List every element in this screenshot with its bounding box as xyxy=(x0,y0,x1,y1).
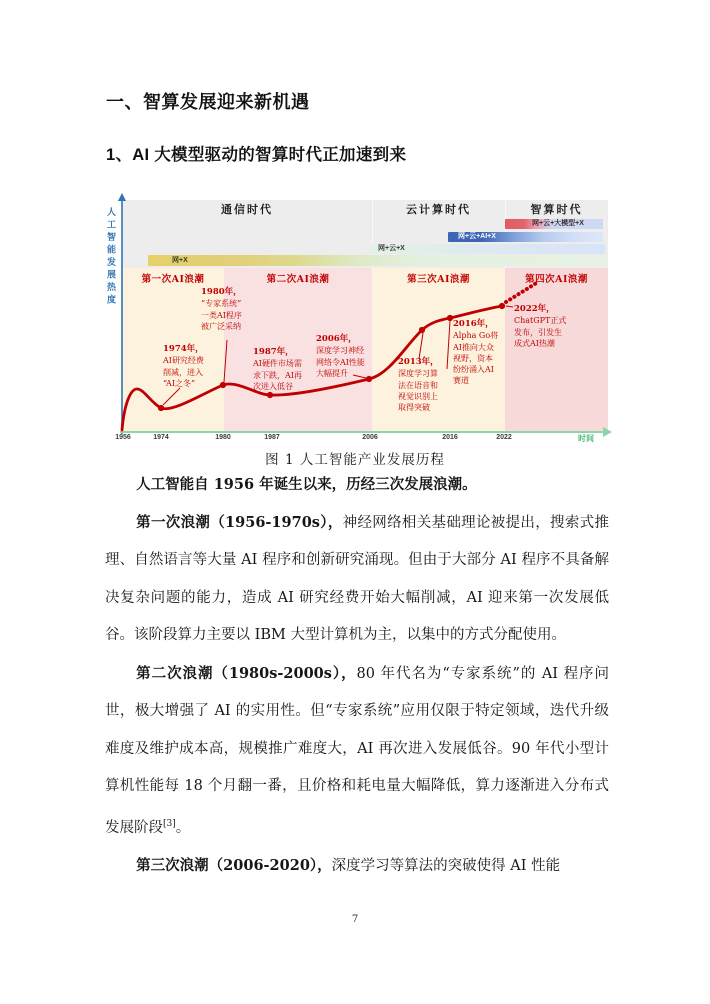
annotation-2013 xyxy=(398,357,439,413)
wave-label-4: 第四次AI浪潮 xyxy=(525,274,588,285)
annotation-connector xyxy=(163,388,180,405)
annotation-line: 一类AI程序 xyxy=(201,310,242,320)
annotation-line: 成式AI热潮 xyxy=(514,338,555,348)
paragraph-text: 神经网络相关基础理论被提出，搜索式推理、自然语言等大量 AI 程序和创新研究涌现。但由于大部分 AI 程序不具备解决复杂问题的能力，造成 AI 研究经费开始大幅削减，AI 迎来第一次发展低谷。该阶段算力主要以 IBM 大型计算机为主，以集中的方式分配使用。 xyxy=(105,514,609,643)
data-point xyxy=(267,392,273,398)
annotation-year: 2016年， xyxy=(453,319,494,329)
annotation-line: “专家系统” xyxy=(201,299,242,309)
x-tick-2006: 2006 xyxy=(362,434,378,441)
annotation-year: 1980年， xyxy=(201,287,242,297)
tech-bar-label: 网+云+大模型+X xyxy=(532,220,584,227)
data-point xyxy=(366,376,372,382)
wave-label-2: 第二次AI浪潮 xyxy=(266,274,330,285)
wave-label-3: 第三次AI浪潮 xyxy=(407,274,470,285)
annotation-line: 纷纷涌入AI xyxy=(453,365,494,375)
era-label-communication: 通信时代 xyxy=(221,203,273,216)
annotation-line: AI推向大众 xyxy=(453,342,494,352)
annotation-year: 2013年， xyxy=(398,357,439,367)
annotation-line: 求下跌，AI再 xyxy=(253,370,302,380)
x-tick-2016: 2016 xyxy=(442,434,458,441)
annotation-1974 xyxy=(163,344,204,389)
era-label-intelligent-computing: 智算时代 xyxy=(530,203,583,216)
x-tick-1987: 1987 xyxy=(264,434,280,441)
annotation-line: 被广泛采纳 xyxy=(201,321,241,331)
annotation-line: 深度学习神经 xyxy=(316,346,364,356)
page-number: 7 xyxy=(351,914,359,925)
data-point xyxy=(499,303,505,309)
tech-bar-label: 网+X xyxy=(172,257,188,264)
annotation-line: 发布，引发生 xyxy=(514,327,562,337)
annotation-connector xyxy=(224,340,227,382)
era-label-cloud: 云计算时代 xyxy=(406,203,471,216)
figure-ai-industry-development-chart xyxy=(100,192,612,448)
y-axis-label: 人工智能发展热度 xyxy=(105,207,115,307)
paragraph-text: 深度学习等算法的突破使得 AI 性能 xyxy=(331,857,561,874)
paragraph-lead: 第一次浪潮（1956-1970s）， xyxy=(136,513,343,531)
paragraph-third-wave xyxy=(105,847,609,886)
annotation-line: 大幅提升 xyxy=(316,368,348,378)
annotation-line: Alpha Go将 xyxy=(453,331,499,341)
subsection-heading: 1、AI 大模型驱动的智算时代正加速到来 xyxy=(106,146,407,164)
tech-bar-label: 网+云+AI+X xyxy=(458,233,496,240)
annotation-year: 2022年， xyxy=(514,304,555,314)
annotation-1980 xyxy=(201,287,242,332)
paragraph-text: 80 年代名为“专家系统”的 AI 程序问世，极大增强了 AI 的实用性。但“专家系统”应用仅限于特定领域，迭代升级难度及维护成本高，规模推广难度大，AI 再次进入发展低谷。90 年代小型计算机性能每 18 个月翻一番，且价格和耗电量大幅降低，算力逐渐进入分布式发展阶段 xyxy=(105,665,609,836)
paragraph-lead: 第三次浪潮（2006-2020）， xyxy=(136,856,332,874)
annotation-line: 次进入低谷 xyxy=(253,381,293,391)
x-tick-1974: 1974 xyxy=(153,434,169,441)
annotation-line: ChatGPT正式 xyxy=(514,316,567,326)
x-tick-1956: 1956 xyxy=(115,434,131,441)
annotation-year: 1987年， xyxy=(253,347,294,357)
annotation-line: 赛道 xyxy=(453,376,469,386)
annotation-line: 视野，资本 xyxy=(453,353,493,363)
annotation-connector xyxy=(419,333,423,359)
paragraph-lead: 第二次浪潮（1980s-2000s）， xyxy=(136,664,357,682)
paragraph-first-wave xyxy=(105,504,609,655)
annotation-year: 1974年， xyxy=(163,344,204,354)
citation-ref: [3] xyxy=(163,818,176,829)
paragraph-second-wave xyxy=(105,655,609,847)
paragraph-intro xyxy=(105,466,609,504)
y-axis-arrow-icon xyxy=(118,193,126,201)
annotation-connector xyxy=(506,306,513,307)
x-axis-arrow-icon xyxy=(603,427,612,437)
paragraph-text: 人工智能自 1956 年诞生以来，历经三次发展浪潮。 xyxy=(136,476,477,493)
data-point xyxy=(220,382,226,388)
body-text xyxy=(105,466,609,885)
wave-label-1: 第一次AI浪潮 xyxy=(141,274,205,285)
annotation-line: “AI之冬” xyxy=(163,378,196,388)
annotation-1987 xyxy=(253,347,302,392)
data-point xyxy=(158,405,164,411)
x-tick-1980: 1980 xyxy=(215,434,231,441)
annotation-line: 取得突破 xyxy=(398,403,430,413)
annotation-line: 法在语音和 xyxy=(398,380,438,390)
projection-dotted-line xyxy=(506,282,538,302)
annotation-connector xyxy=(447,321,450,369)
x-axis-label: 时间 xyxy=(578,433,594,443)
annotation-line: 网络令AI性能 xyxy=(316,357,365,367)
annotation-2022 xyxy=(514,304,566,349)
tech-bar-label: 网+云+X xyxy=(378,245,405,252)
paragraph-text: 。 xyxy=(175,819,191,836)
annotation-2006 xyxy=(316,334,365,379)
annotation-line: 削减，进入 xyxy=(163,367,203,377)
annotation-line: 深度学习算 xyxy=(398,369,438,379)
annotation-line: 视觉识别上 xyxy=(398,391,438,401)
x-tick-2022: 2022 xyxy=(496,434,512,441)
section-heading: 一、智算发展迎来新机遇 xyxy=(106,92,310,112)
annotation-line: AI硬件市场需 xyxy=(253,359,302,369)
annotation-2016 xyxy=(453,319,498,387)
annotation-year: 2006年， xyxy=(316,334,357,344)
figure-caption: 图 1 人工智能产业发展历程 xyxy=(265,452,445,468)
annotation-line: AI研究经费 xyxy=(163,356,204,366)
data-point xyxy=(419,327,425,333)
